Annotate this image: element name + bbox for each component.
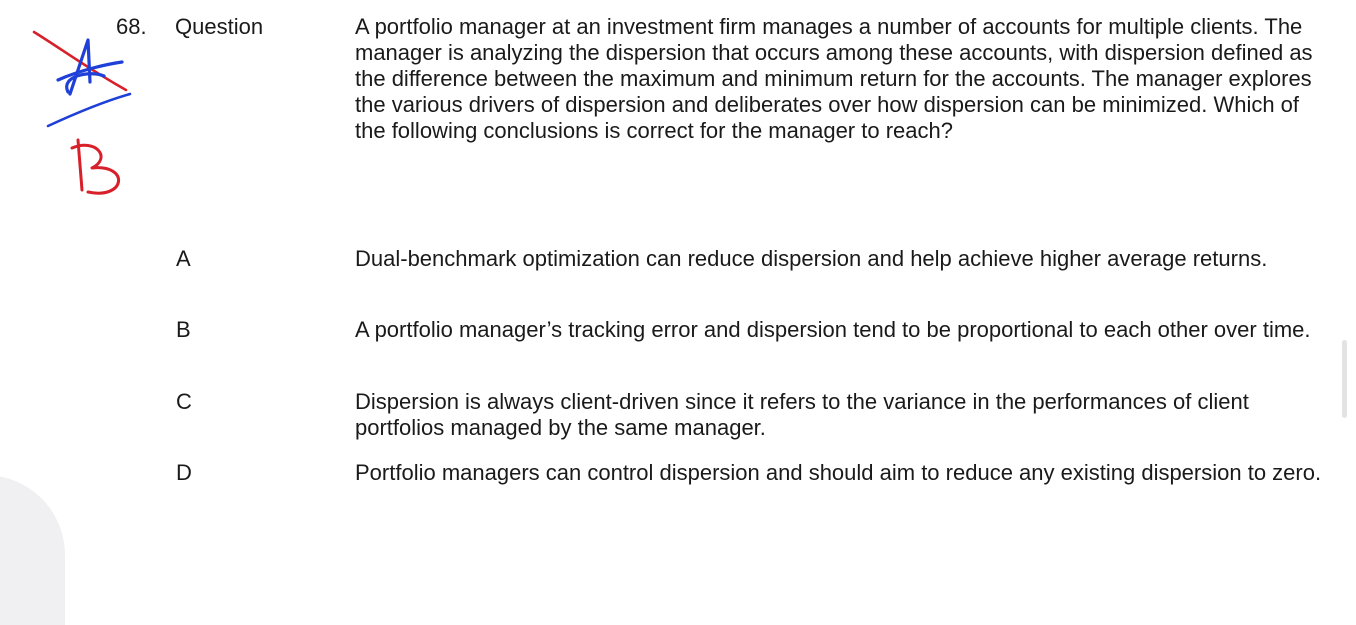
option-b-text: A portfolio manager’s tracking error and dispersion tend to be proportional to each other over time.: [355, 317, 1311, 342]
option-c-text: Dispersion is always client-driven since it refers to the variance in the performances of client portfolios managed by the same manager.: [355, 389, 1249, 440]
handwritten-annotation: [30, 18, 150, 198]
option-d-letter: D: [176, 460, 192, 485]
option-b-letter: B: [176, 317, 191, 342]
page-corner-shade: [0, 475, 65, 625]
question-label: Question: [175, 14, 264, 39]
handwritten-b-mark: [72, 140, 119, 193]
option-a-letter: A: [176, 246, 191, 271]
question-text: A portfolio manager at an investment firm manages a number of accounts for multiple clients. The manager is analyzing the dispersion that occurs among these accounts, with dispersion defined as the difference between the maximum and minimum return for the accounts. The manager explores the various drivers of dispersion and deliberates over how dispersion can be minimized. Which of the following conclusions is correct for the manager to reach?: [355, 14, 1313, 143]
option-a-text: Dual-benchmark optimization can reduce dispersion and help achieve higher average returns.: [355, 246, 1268, 271]
option-c-letter: C: [176, 389, 192, 414]
scrollbar-thumb[interactable]: [1342, 340, 1347, 418]
question-number: 68.: [116, 14, 147, 39]
blue-divider-mark: [48, 94, 130, 126]
option-d-text: Portfolio managers can control dispersion and should aim to reduce any existing dispersion to zero.: [355, 460, 1322, 485]
